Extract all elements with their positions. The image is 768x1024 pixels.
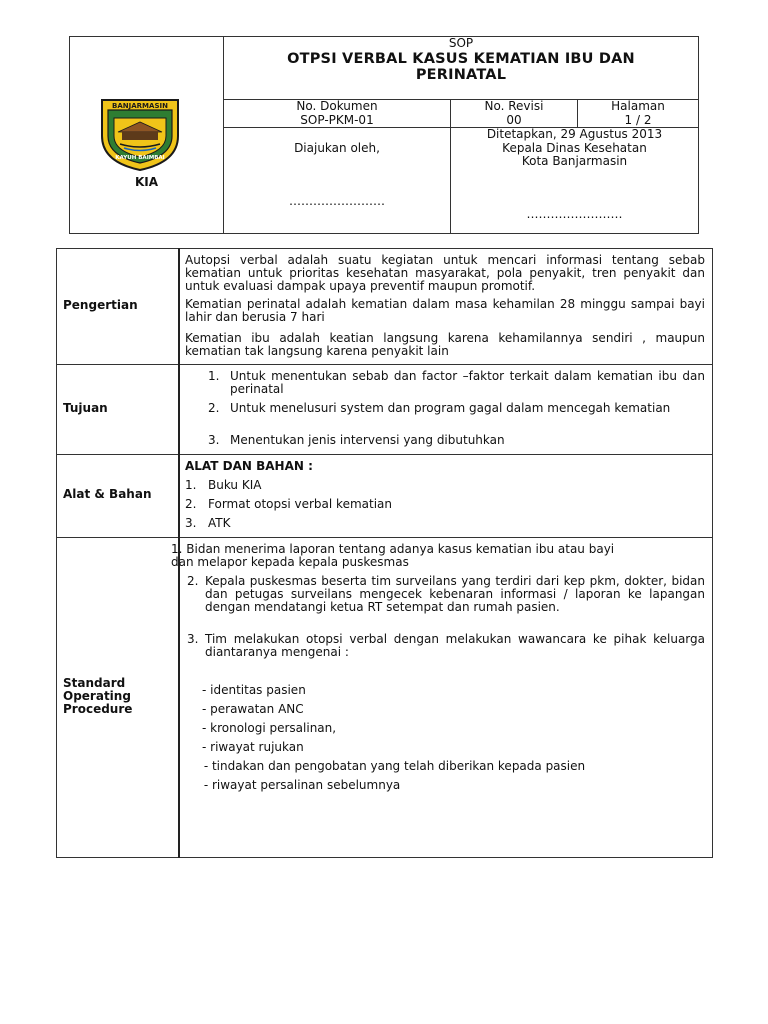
sop-sub-item: - kronologi persalinan,: [202, 721, 337, 735]
set-date: Ditetapkan, 29 Agustus 2013: [486, 127, 663, 141]
sop-step-2: Kepala puskesmas beserta tim surveilans yang terdiri dari kep pkm, dokter, bidan dan petugas surveilans mengecek kebenaran informasi / laporan ke lapangan dengan mendatangi ketua RT setempat dan rumah pasien.: [205, 574, 705, 614]
alat-number: 1.: [185, 478, 197, 492]
page-label: Halaman: [611, 99, 665, 113]
set-office: Kota Banjarmasin: [521, 154, 628, 168]
sop-sub-item: - perawatan ANC: [202, 702, 304, 716]
set-official: Kepala Dinas Kesehatan: [502, 141, 647, 155]
alat-item: Format otopsi verbal kematian: [208, 497, 392, 511]
section-label-tujuan: Tujuan: [63, 401, 108, 415]
section-label-alat-bahan: Alat & Bahan: [63, 487, 152, 501]
revision-label: No. Revisi: [484, 99, 544, 113]
sop-step-number: 3.: [187, 632, 199, 646]
unit-label: KIA: [134, 175, 159, 189]
logo-top-text: BANJARMASIN: [112, 102, 168, 110]
document-title-line1: OTPSI VERBAL KASUS KEMATIAN IBU DAN: [287, 51, 635, 67]
pengertian-paragraph-3: Kematian ibu adalah keatian langsung karena kehamilannya sendiri , maupun kematian tak langsung karena penyakit lain: [185, 331, 705, 358]
proposed-by: Diajukan oleh,: [294, 141, 380, 155]
page-value: 1 / 2: [624, 113, 652, 127]
sop-label: SOP: [448, 36, 474, 50]
doc-number-label: No. Dokumen: [296, 99, 378, 113]
sop-step-3: Tim melakukan otopsi verbal dengan melakukan wawancara ke pihak keluarga diantaranya mengenai :: [205, 632, 705, 659]
section-label-pengertian: Pengertian: [63, 298, 138, 312]
sop-sub-item: - riwayat rujukan: [202, 740, 304, 754]
tujuan-item: Untuk menentukan sebab dan factor –faktor terkait dalam kematian ibu dan perinatal: [230, 369, 705, 396]
city-logo: [98, 96, 182, 172]
alat-number: 3.: [185, 516, 197, 530]
doc-number-value: SOP-PKM-01: [300, 113, 374, 127]
section-label-sop-line2: Operating: [63, 689, 131, 703]
pengertian-paragraph-2: Kematian perinatal adalah kematian dalam masa kehamilan 28 minggu sampai bayi lahir dan berusia 7 hari: [185, 297, 705, 324]
document-title-line2: PERINATAL: [415, 67, 507, 83]
sop-sub-item: - identitas pasien: [202, 683, 306, 697]
alat-item: ATK: [208, 516, 231, 530]
sop-step-1-line1: 1. Bidan menerima laporan tentang adanya kasus kematian ibu atau bayi: [171, 542, 615, 556]
section-label-sop-line3: Procedure: [63, 702, 133, 716]
sop-step-1-line2: dan melapor kepada kepala puskesmas: [171, 555, 409, 569]
revision-value: 00: [506, 113, 522, 127]
tujuan-item: Untuk menelusuri system dan program gagal dalam mencegah kematian: [230, 401, 671, 415]
proposed-signature-dots: ……………………: [289, 194, 385, 208]
tujuan-number: 3.: [208, 433, 220, 447]
logo-bottom-text: KAYUH BAIMBAI: [115, 155, 165, 161]
set-signature-dots: ……………………: [526, 207, 623, 221]
sop-sub-item: - riwayat persalinan sebelumnya: [200, 778, 401, 792]
tujuan-item: Menentukan jenis intervensi yang dibutuhkan: [230, 433, 505, 447]
alat-item: Buku KIA: [208, 478, 262, 492]
sop-step-number: 2.: [187, 574, 199, 588]
alat-number: 2.: [185, 497, 197, 511]
pengertian-paragraph-1: Autopsi verbal adalah suatu kegiatan untuk mencari informasi tentang sebab kematian untuk prioritas kesehatan masyarakat, pola penyakit, tren penyakit dan untuk evaluasi dampak upaya preventif maupun promotif.: [185, 253, 705, 293]
tujuan-number: 1.: [208, 369, 220, 383]
sop-sub-item: - tindakan dan pengobatan yang telah diberikan kepada pasien: [200, 759, 586, 773]
tujuan-number: 2.: [208, 401, 220, 415]
alat-heading: ALAT DAN BAHAN :: [185, 459, 313, 473]
section-label-sop-line1: Standard: [63, 676, 126, 690]
